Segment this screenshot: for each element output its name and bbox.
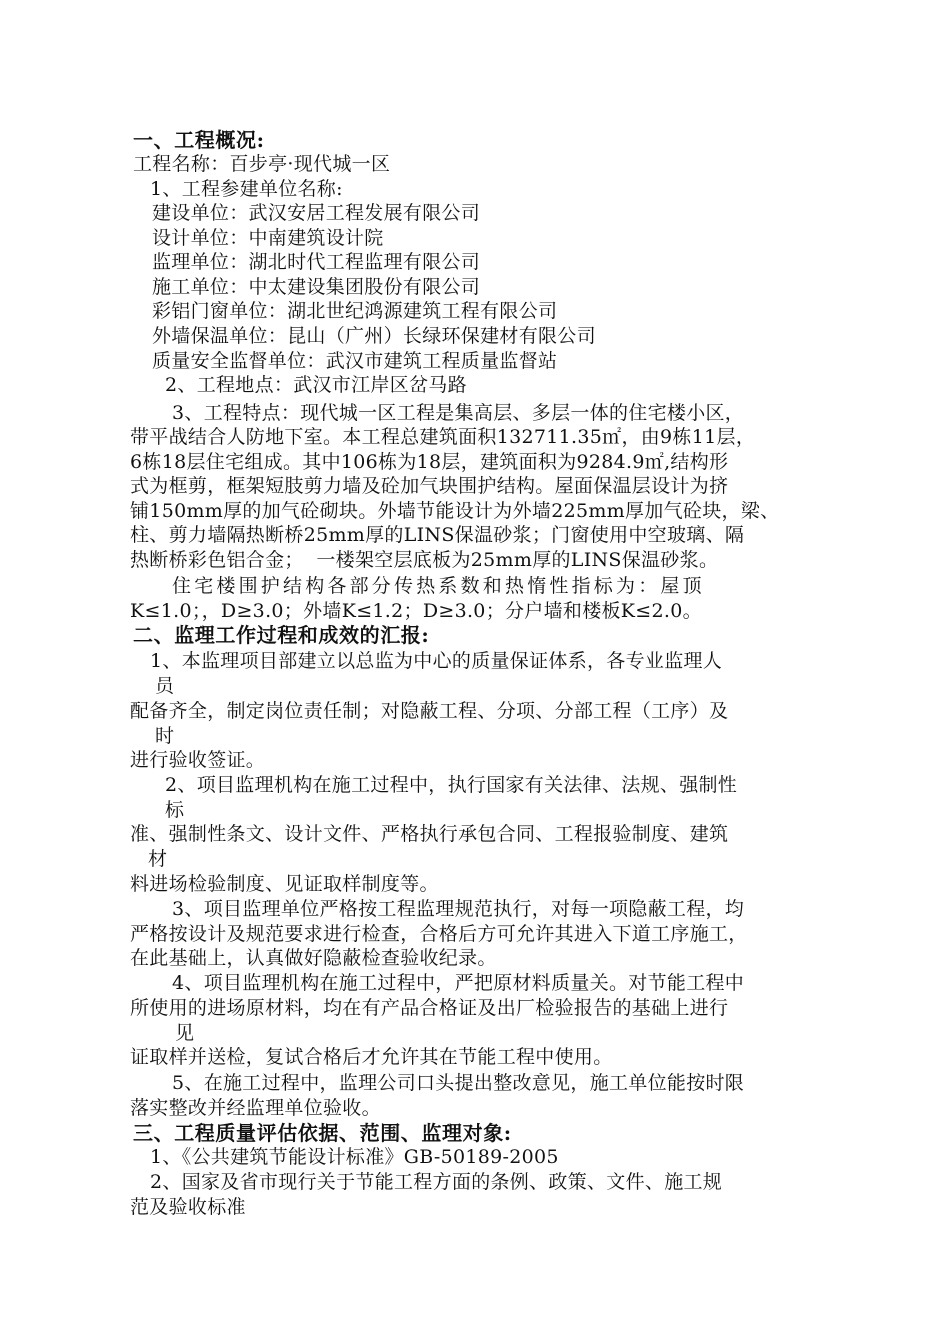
section-1-heading: 一、工程概况: — [133, 128, 265, 152]
basis-item: 2、国家及省市现行关于节能工程方面的条例、政策、文件、施工规 — [150, 1171, 723, 1193]
unit-line: 质量安全监督单位：武汉市建筑工程质量监督站 — [152, 350, 558, 372]
report-line: 2、项目监理机构在施工过程中，执行国家有关法律、法规、强制性 — [165, 774, 738, 796]
indices-line: K≤1.0；，D≥3.0；外墙K≤1.2；D≥3.0；分户墙和楼板K≤2.0。 — [130, 600, 702, 622]
unit-line: 设计单位：中南建筑设计院 — [152, 227, 384, 249]
section-3-heading: 三、工程质量评估依据、范围、监理对象: — [133, 1121, 512, 1145]
report-line: 时 — [155, 725, 175, 747]
section-2-heading: 二、监理工作过程和成效的汇报: — [133, 623, 430, 647]
report-line: 材 — [148, 848, 168, 870]
features-line: 6栋18层住宅组成。其中106栋为18层，建筑面积为9284.9㎡,结构形 — [130, 451, 729, 473]
project-location: 2、工程地点：武汉市江岸区岔马路 — [165, 374, 467, 396]
unit-line: 彩铝门窗单位：湖北世纪鸿源建筑工程有限公司 — [152, 300, 558, 322]
report-line: 料进场检验制度、见证取样制度等。 — [130, 873, 439, 895]
report-line: 1、本监理项目部建立以总监为中心的质量保证体系，各专业监理人 — [150, 650, 723, 672]
report-line: 5、在施工过程中，监理公司口头提出整改意见，施工单位能按时限 — [172, 1072, 745, 1094]
report-line: 4、项目监理机构在施工过程中，严把原材料质量关。对节能工程中 — [172, 972, 745, 994]
report-line: 严格按设计及规范要求进行检查，合格后方可允许其进入下道工序施工， — [130, 923, 748, 945]
report-line: 准、强制性条文、设计文件、严格执行承包合同、工程报验制度、建筑 — [130, 823, 729, 845]
report-line: 在此基础上，认真做好隐蔽检查验收纪录。 — [130, 947, 497, 969]
report-line: 见 — [175, 1022, 195, 1044]
units-title: 1、工程参建单位名称: — [150, 178, 343, 200]
report-line: 进行验收签证。 — [130, 749, 266, 771]
features-line: 式为框剪，框架短肢剪力墙及砼加气块围护结构。屋面保温层设计为挤 — [130, 475, 729, 497]
basis-item: 1、《公共建筑节能设计标准》GB-50189-2005 — [150, 1146, 559, 1168]
indices-line: 住宅楼围护结构各部分传热系数和热惰性指标为：屋顶 — [172, 575, 705, 597]
unit-line: 监理单位：湖北时代工程监理有限公司 — [152, 251, 481, 273]
features-line: 热断桥彩色铝合金； 一楼架空层底板为25mm厚的LINS保温砂浆。 — [130, 549, 719, 571]
report-line: 3、项目监理单位严格按工程监理规范执行，对每一项隐蔽工程，均 — [172, 898, 745, 920]
unit-line: 建设单位：武汉安居工程发展有限公司 — [152, 202, 481, 224]
report-line: 标 — [165, 799, 185, 821]
features-line: 3、工程特点：现代城一区工程是集高层、多层一体的住宅楼小区， — [172, 402, 745, 424]
features-line: 铺150mm厚的加气砼砌块。外墙节能设计为外墙225mm厚加气砼块，梁、 — [130, 500, 780, 522]
report-line: 落实整改并经监理单位验收。 — [130, 1097, 381, 1119]
unit-line: 外墙保温单位：昆山（广州）长绿环保建材有限公司 — [152, 325, 596, 347]
report-line: 配备齐全，制定岗位责任制；对隐蔽工程、分项、分部工程（工序）及 — [130, 700, 729, 722]
unit-line: 施工单位：中太建设集团股份有限公司 — [152, 276, 481, 298]
features-line: 带平战结合人防地下室。本工程总建筑面积132711.35㎡，由9栋11层， — [130, 426, 756, 448]
project-name: 工程名称：百步亭·现代城一区 — [133, 153, 391, 175]
report-line: 员 — [155, 675, 175, 697]
report-line: 证取样并送检，复试合格后才允许其在节能工程中使用。 — [130, 1046, 613, 1068]
report-line: 所使用的进场原材料，均在有产品合格证及出厂检验报告的基础上进行 — [130, 997, 729, 1019]
basis-item: 范及验收标准 — [130, 1196, 246, 1218]
features-line: 柱、剪力墙隔热断桥25mm厚的LINS保温砂浆；门窗使用中空玻璃、隔 — [130, 524, 745, 546]
